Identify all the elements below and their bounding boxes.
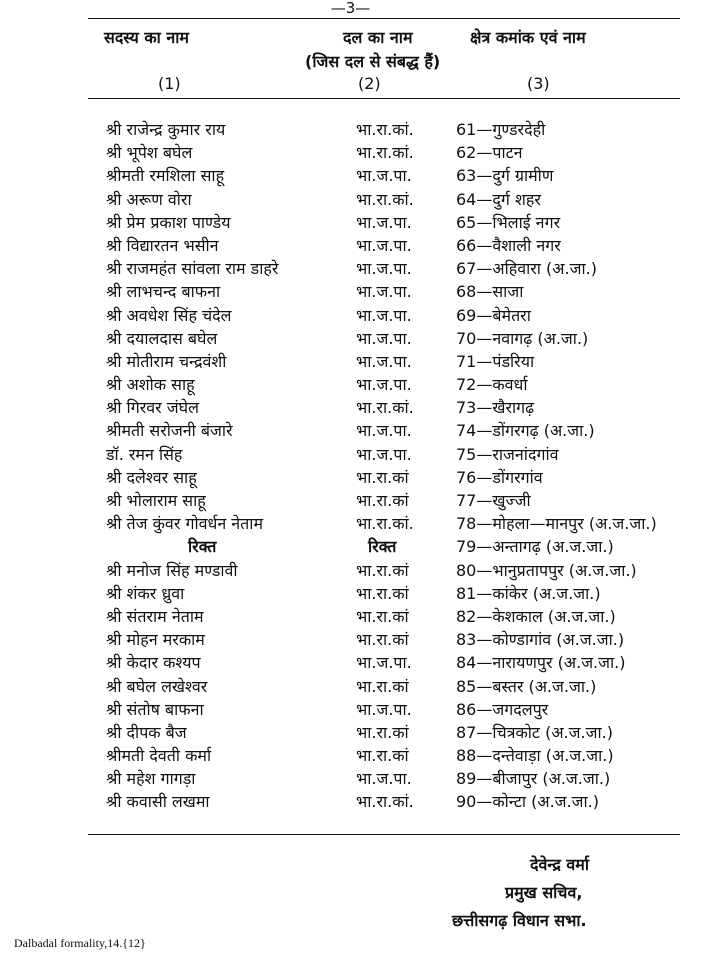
table-row [0,535,701,558]
constituency-name: 81—कांकेर (अ.ज.जा.) [456,583,601,603]
table-row [0,396,701,419]
constituency-name: 86—जगदलपुर [456,699,549,719]
table-row [0,164,701,187]
party-name: भा.ज.पा. [356,328,412,348]
constituency-name: 74—डोंगरगढ़ (अ.जा.) [456,421,595,441]
table-row [0,234,701,257]
party-name: भा.ज.पा. [356,421,412,441]
header-party-sub: (जिस दल से संबद्ध हैं) [305,52,441,71]
party-name: रिक्त [368,537,397,557]
table-row [0,257,701,280]
table-row [0,559,701,582]
table-row [0,443,701,466]
table-row [0,141,701,164]
column-number-3: (3) [527,74,550,93]
member-name: श्री मोतीराम चन्द्रवंशी [106,351,227,371]
table-row [0,651,701,674]
member-table [0,118,701,814]
member-name: श्री मनोज सिंह मण्डावी [106,560,238,580]
constituency-name: 69—बेमेतरा [456,305,531,325]
table-row [0,790,701,813]
party-name: भा.ज.पा. [356,259,412,279]
member-name: श्री विद्यारतन भसीन [106,235,219,255]
party-name: भा.ज.पा. [356,351,412,371]
member-name: रिक्त [188,537,217,557]
party-name: भा.ज.पा. [356,166,412,186]
party-name: भा.रा.कां [356,676,409,696]
header-party-name: दल का नाम [343,28,413,47]
constituency-name: 83—कोण्डागांव (अ.ज.जा.) [456,630,625,650]
member-name: श्री राजेन्द्र कुमार राय [106,120,226,139]
table-row [0,373,701,396]
member-name: श्री भोलाराम साहू [106,491,206,510]
party-name: भा.रा.कां [356,630,409,650]
party-name: भा.रा.कां. [356,120,414,139]
party-name: भा.ज.पा. [356,235,412,255]
constituency-name: 87—चित्रकोट (अ.ज.जा.) [456,722,613,742]
signatory-name: देवेन्द्र वर्मा [530,855,590,874]
member-name: श्रीमती देवती कर्मा [106,746,212,766]
constituency-name: 66—वैशाली नगर [456,235,561,255]
constituency-name: 90—कोन्टा (अ.ज.जा.) [456,792,599,812]
party-name: भा.रा.कां [356,746,409,766]
constituency-name: 77—खुज्जी [456,491,531,510]
party-name: भा.ज.पा. [356,305,412,325]
party-name: भा.रा.कां. [356,792,414,812]
table-row [0,628,701,651]
table-row [0,118,701,141]
party-name: भा.ज.पा. [356,653,412,673]
party-name: भा.रा.कां. [356,514,414,534]
party-name: भा.ज.पा. [356,699,412,719]
table-row [0,489,701,512]
constituency-name: 80—भानुप्रतापपुर (अ.ज.जा.) [456,560,637,580]
party-name: भा.ज.पा. [356,444,412,464]
member-name: श्री अवधेश सिंह चंदेल [106,305,232,325]
constituency-name: 89—बीजापुर (अ.ज.जा.) [456,769,611,789]
member-name: श्री महेश गागड़ा [106,769,196,789]
party-name: भा.रा.कां [356,560,409,580]
header-member-name: सदस्य का नाम [104,28,189,47]
constituency-name: 73—खैरागढ़ [456,398,535,418]
party-name: भा.ज.पा. [356,282,412,302]
party-name: भा.रा.कां [356,583,409,603]
member-name: श्री तेज कुंवर गोवर्धन नेताम [106,514,264,534]
table-row [0,512,701,535]
party-name: भा.रा.कां [356,467,409,487]
table-row [0,605,701,628]
table-row [0,744,701,767]
constituency-name: 70—नवागढ़ (अ.जा.) [456,328,589,348]
member-name: श्री अरूण वोरा [106,189,192,209]
constituency-name: 65—भिलाई नगर [456,212,561,232]
member-name: श्री दीपक बैज [106,722,187,742]
table-row [0,698,701,721]
party-name: भा.ज.पा. [356,375,412,395]
table-row [0,211,701,234]
header-constituency: क्षेत्र कमांक एवं नाम [470,28,586,47]
constituency-name: 62—पाटन [456,143,523,163]
party-name: भा.रा.कां [356,722,409,742]
constituency-name: 84—नारायणपुर (अ.ज.जा.) [456,653,626,673]
member-name: श्री गिरवर जंघेल [106,398,199,418]
constituency-name: 79—अन्तागढ़ (अ.ज.जा.) [456,537,614,557]
party-name: भा.रा.कां. [356,398,414,418]
constituency-name: 63—दुर्ग ग्रामीण [456,166,554,186]
table-row [0,304,701,327]
member-name: श्रीमती सरोजनी बंजारे [106,421,233,441]
member-name: श्री कवासी लखमा [106,792,210,812]
table-row [0,721,701,744]
party-name: भा.रा.कां. [356,143,414,163]
bottom-rule [88,834,680,835]
member-name: श्री दयालदास बघेल [106,328,218,348]
table-row [0,582,701,605]
party-name: भा.ज.पा. [356,212,412,232]
signatory-office: छत्तीसगढ़ विधान सभा. [452,911,587,930]
member-name: श्री शंकर ध्रुवा [106,583,185,603]
table-row [0,350,701,373]
member-name: श्री भूपेश बघेल [106,143,193,163]
constituency-name: 78—मोहला—मानपुर (अ.ज.जा.) [456,514,657,534]
constituency-name: 82—केशकाल (अ.ज.जा.) [456,606,616,626]
table-row [0,466,701,489]
table-row [0,419,701,442]
constituency-name: 68—साजा [456,282,524,302]
member-name: श्री प्रेम प्रकाश पाण्डेय [106,212,231,232]
table-row [0,767,701,790]
constituency-name: 76—डोंगरगांव [456,467,543,487]
table-row [0,280,701,303]
top-rule [88,18,680,19]
member-name: श्रीमती रमशिला साहू [106,166,225,186]
member-name: श्री केदार कश्यप [106,653,201,673]
header-rule [88,98,680,99]
member-name: डॉ. रमन सिंह [106,444,183,464]
member-name: श्री अशोक साहू [106,375,195,395]
page-number: —3— [330,0,371,17]
constituency-name: 85—बस्तर (अ.ज.जा.) [456,676,597,696]
constituency-name: 88—दन्तेवाड़ा (अ.ज.जा.) [456,746,614,766]
member-name: श्री मोहन मरकाम [106,630,205,650]
party-name: भा.रा.कां. [356,189,414,209]
constituency-name: 61—गुण्डरदेही [456,120,546,139]
member-name: श्री बघेल लखेश्वर [106,676,208,696]
footer-reference: Dalbadal formality,14.{12} [14,936,146,950]
table-row [0,188,701,211]
constituency-name: 72—कवर्धा [456,375,528,395]
table-row [0,327,701,350]
constituency-name: 71—पंडरिया [456,351,535,371]
signatory-designation: प्रमुख सचिव, [505,883,583,902]
member-name: श्री संतराम नेताम [106,606,204,626]
member-name: श्री राजमहंत सांवला राम डाहरे [106,259,279,279]
party-name: भा.रा.कां [356,606,409,626]
member-name: श्री दलेश्वर साहू [106,467,197,487]
table-row [0,675,701,698]
column-number-2: (2) [358,74,381,93]
party-name: भा.रा.कां [356,491,409,510]
party-name: भा.ज.पा. [356,769,412,789]
constituency-name: 75—राजनांदगांव [456,444,559,464]
constituency-name: 67—अहिवारा (अ.जा.) [456,259,597,279]
constituency-name: 64—दुर्ग शहर [456,189,541,209]
column-number-1: (1) [158,74,181,93]
member-name: श्री लाभचन्द बाफना [106,282,221,302]
member-name: श्री संतोष बाफना [106,699,204,719]
